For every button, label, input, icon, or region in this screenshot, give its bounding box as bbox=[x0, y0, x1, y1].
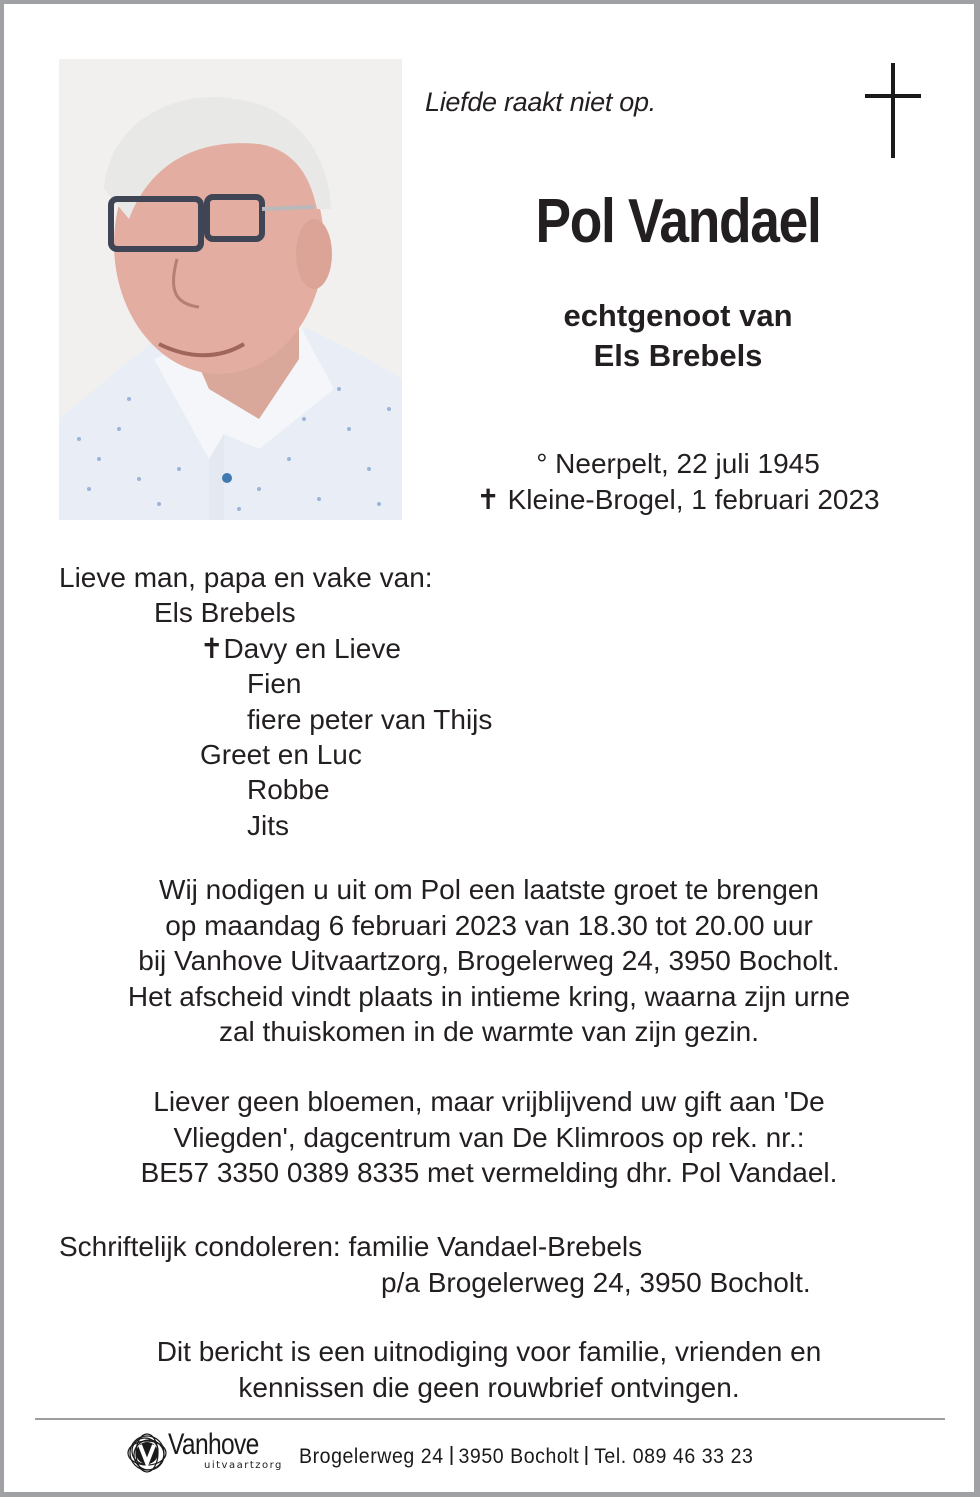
brand-subtitle: uitvaartzorg bbox=[204, 1460, 283, 1471]
invitation-line: bij Vanhove Uitvaartzorg, Brogelerweg 24, 3950 Bocholt. bbox=[138, 945, 840, 976]
invitation-line: Het afscheid vindt plaats in intieme kring, waarna zijn urne bbox=[127, 980, 851, 1012]
closing-line: kennissen die geen rouwbrief ontvingen. bbox=[238, 1371, 740, 1403]
deceased-name: Pol Vandael bbox=[535, 187, 821, 256]
donation-line: Vliegden', dagcentrum van De Klimroos op rek. nr.: bbox=[173, 1121, 805, 1153]
birth-info: ° Neerpelt, 22 juli 1945 bbox=[536, 448, 820, 479]
footer-city: 3950 Bocholt bbox=[458, 1445, 580, 1468]
invitation-line: Wij nodigen u uit om Pol een laatste groet te brengen bbox=[159, 874, 819, 905]
invitation-paragraph bbox=[4, 872, 974, 1050]
donation-paragraph bbox=[4, 1084, 974, 1191]
motto: Liefde raakt niet op. bbox=[425, 87, 656, 117]
family-list bbox=[59, 560, 492, 843]
invitation-line: zal thuiskomen in de warmte van zijn gezin. bbox=[218, 1016, 760, 1047]
family-member: fiere peter van Thijs bbox=[247, 703, 493, 735]
family-member: ✝Davy en Lieve bbox=[200, 632, 401, 664]
donation-line: Liever geen bloemen, maar vrijblijvend uw gift aan 'De bbox=[153, 1086, 825, 1117]
vanhove-logo-icon bbox=[126, 1430, 168, 1476]
portrait-photo bbox=[59, 59, 402, 520]
funeral-home-logo bbox=[126, 1430, 286, 1476]
condolence-line: Schriftelijk condoleren: familie Vandael-Brebels bbox=[59, 1231, 643, 1262]
obituary-card bbox=[4, 4, 974, 1492]
condolence-postal: p/a Brogelerweg 24, 3950 Bocholt. bbox=[381, 1266, 811, 1298]
separator bbox=[450, 1446, 452, 1465]
footer-address: Brogelerweg 24 bbox=[299, 1445, 444, 1468]
cross-icon bbox=[865, 63, 921, 158]
closing-line: Dit bericht is een uitnodiging voor familie, vrienden en bbox=[156, 1336, 822, 1367]
spouse-name: Els Brebels bbox=[593, 338, 763, 373]
family-member: Fien bbox=[247, 668, 302, 700]
invitation-line: op maandag 6 februari 2023 van 18.30 tot 20.00 uur bbox=[165, 909, 813, 941]
family-member: Greet en Luc bbox=[200, 739, 362, 771]
spouse-relation bbox=[424, 296, 932, 376]
family-member: Jits bbox=[247, 809, 289, 841]
life-dates bbox=[424, 446, 932, 518]
condolence-address bbox=[59, 1229, 811, 1300]
footer-phone: Tel. 089 46 33 23 bbox=[594, 1445, 754, 1468]
death-info: ✝ Kleine-Brogel, 1 februari 2023 bbox=[476, 484, 880, 515]
footer-contact bbox=[299, 1445, 753, 1469]
donation-line: BE57 3350 0389 8335 met vermelding dhr. Pol Vandael. bbox=[140, 1157, 838, 1188]
relation-label: echtgenoot van bbox=[563, 298, 793, 333]
family-intro: Lieve man, papa en vake van: bbox=[59, 562, 433, 593]
family-member: Els Brebels bbox=[154, 597, 296, 629]
brand-name: Vanhove bbox=[168, 1428, 259, 1461]
closing-paragraph bbox=[4, 1334, 974, 1405]
footer-divider bbox=[35, 1418, 945, 1420]
separator bbox=[586, 1446, 588, 1465]
family-member: Robbe bbox=[247, 774, 330, 806]
